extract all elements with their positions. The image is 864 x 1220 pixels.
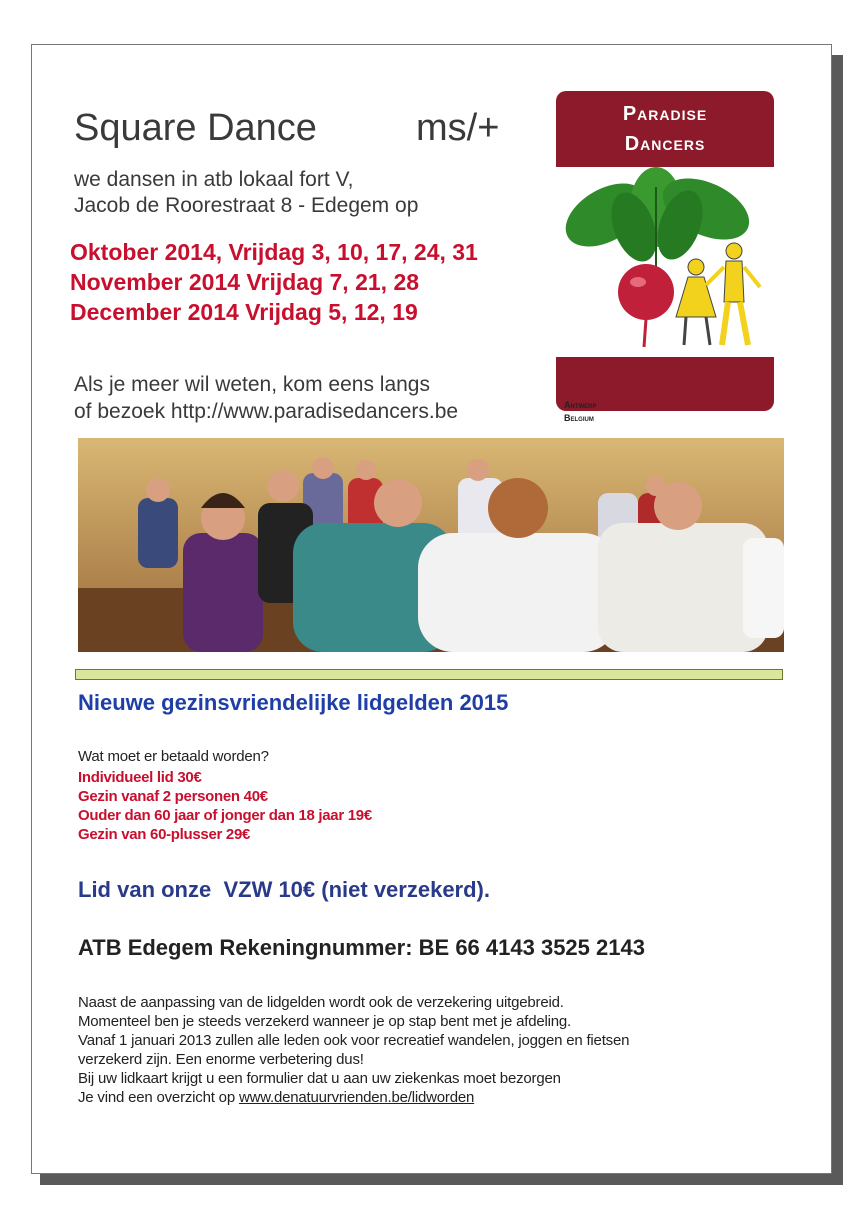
info-line: of bezoek http://www.paradisedancers.be [74,400,459,423]
paragraph-line: verzekerd zijn. Een enorme verbetering dus! [78,1051,364,1068]
logo-place-line: Antwerp [564,400,597,410]
paragraph-last-line [78,1088,629,1107]
membership-subtitle: Nieuwe gezinsvriendelijke lidgelden 2015 [78,690,509,715]
logo-panel [556,167,774,423]
paragraph-line: Naast de aanpassing van de lidgelden wordt ook de verzekering uitgebreid. [78,994,564,1011]
fee-item: Individueel lid 30€ [78,769,202,786]
logo-place [564,399,597,425]
level-label: ms/+ [416,107,500,149]
logo-title-line: Dancers [624,133,706,155]
account-number: ATB Edegem Rekeningnummer: BE 66 4143 3525 2143 [78,935,645,960]
date-line: December 2014 Vrijdag 5, 12, 19 [70,299,418,325]
insurance-paragraph [78,993,629,1107]
payment-question: Wat moet er betaald worden? [78,748,269,765]
fee-item: Ouder dan 60 jaar of jonger dan 18 jaar 19€ [78,807,372,824]
date-line: Oktober 2014, Vrijdag 3, 10, 17, 24, 31 [70,239,478,265]
location-line: Jacob de Roorestraat 8 - Edegem op [74,194,419,217]
logo-place-line: Belgium [564,413,594,423]
location-text [74,167,418,219]
dance-photo [78,438,784,652]
page-title: Square Dance [74,107,317,149]
membership-link[interactable]: www.denatuurvrienden.be/lidworden [238,1089,475,1106]
vzw-fee: Lid van onze VZW 10€ (niet verzekerd). [78,877,490,902]
info-line: Als je meer wil weten, kom eens langs [74,373,430,396]
info-text [74,371,458,425]
location-line: we dansen in atb lokaal fort V, [74,168,354,191]
flyer-page [31,44,832,1174]
paragraph-line: Momenteel ben je steeds verzekerd wanneer je op stap bent met je afdeling. [78,1013,572,1030]
dates-list [70,237,478,327]
fee-item: Gezin van 60-plusser 29€ [78,826,251,843]
club-logo [556,91,774,423]
date-line: November 2014 Vrijdag 7, 21, 28 [70,269,420,295]
paragraph-last-prefix: Je vind een overzicht op [78,1089,239,1106]
square-dance-photo-icon [78,438,784,652]
logo-title-line: Paradise [622,103,708,125]
paragraph-line: Vanaf 1 januari 2013 zullen alle leden ook voor recreatief wandelen, joggen en fietsen [78,1032,630,1049]
logo-title [556,99,774,159]
fee-item: Gezin vanaf 2 personen 40€ [78,788,268,805]
paragraph-line: Bij uw lidkaart krijgt u een formulier dat u aan uw ziekenkas moet bezorgen [78,1070,561,1087]
radish-dancers-icon [556,167,774,357]
fee-list [78,768,372,844]
divider-bar [75,669,783,680]
